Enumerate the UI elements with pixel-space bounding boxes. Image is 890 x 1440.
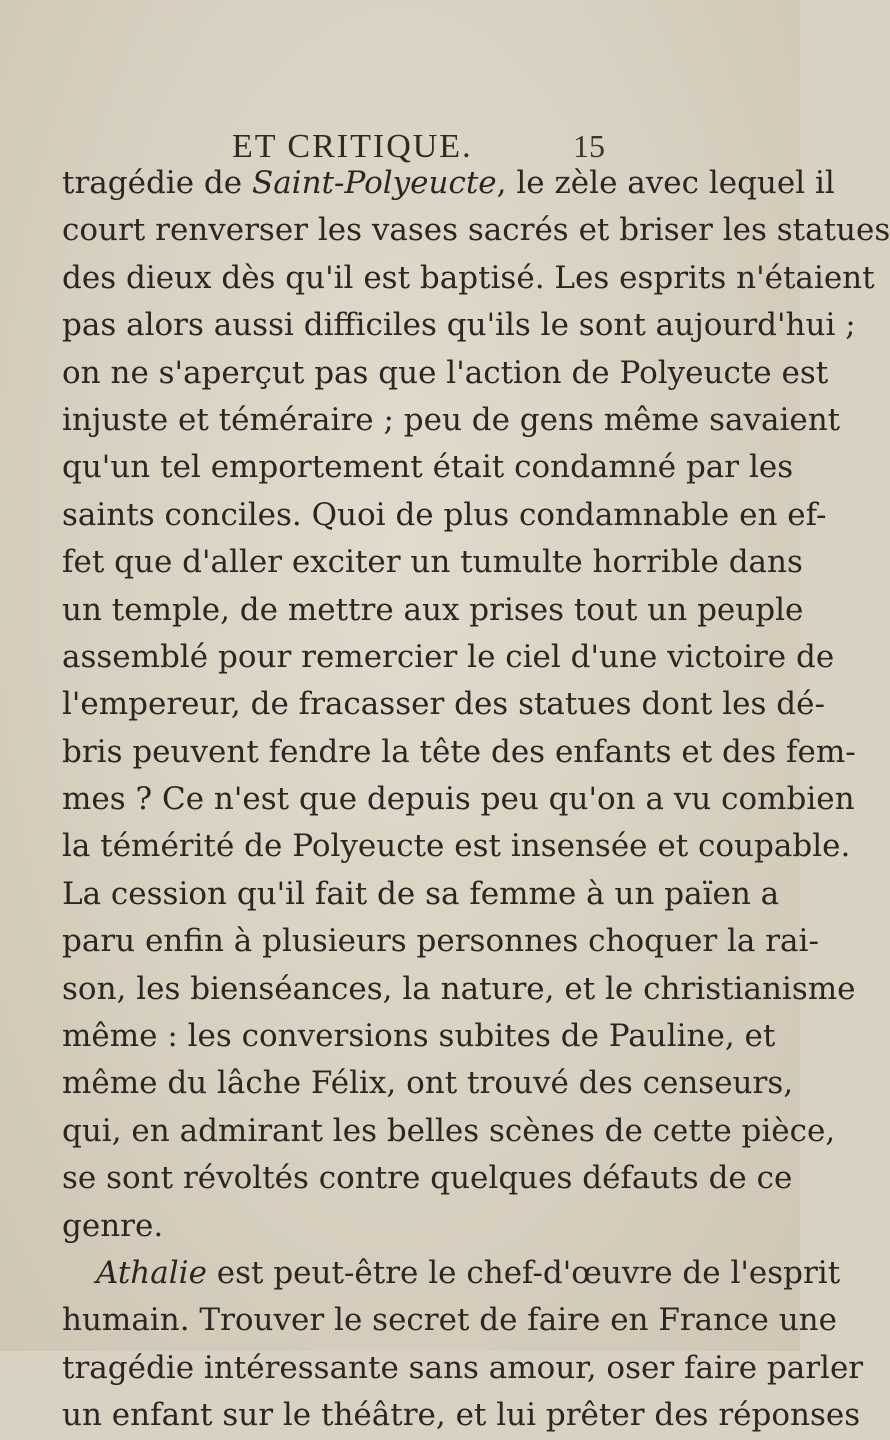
text-line: paru enfin à plusieurs personnes choquer la rai-: [62, 923, 819, 960]
text-line: se sont révoltés contre quelques défauts de ce: [62, 1160, 793, 1197]
paragraph: [62, 1250, 864, 1440]
text-line: on ne s'aperçut pas que l'action de Polyeucte est: [62, 354, 829, 391]
text-line: court renverser les vases sacrés et briser les statues: [62, 212, 890, 249]
page-number: 15: [573, 128, 605, 164]
text-line: tragédie intéressante sans amour, oser faire parler: [62, 1349, 864, 1386]
text-line: son, les bienséances, la nature, et le christianisme: [62, 970, 856, 1007]
text-line: qui, en admirant les belles scènes de cette pièce,: [62, 1112, 836, 1149]
text-line: l'empereur, de fracasser des statues dont les dé-: [62, 686, 825, 723]
text-line: fet que d'aller exciter un tumulte horrible dans: [62, 544, 803, 581]
text-line: tragédie de Saint-Polyeucte, le zèle avec lequel il: [62, 165, 835, 201]
text-line: injuste et téméraire ; peu de gens même savaient: [62, 401, 841, 438]
body-text: [62, 160, 890, 1440]
running-title: ET CRITIQUE.: [232, 128, 473, 165]
text-line: la témérité de Polyeucte est insensée et coupable.: [62, 828, 851, 865]
text-line: genre.: [62, 1207, 164, 1244]
text-line: assemblé pour remercier le ciel d'une victoire de: [62, 638, 835, 675]
text-line: même du lâche Félix, ont trouvé des censeurs,: [62, 1065, 794, 1102]
text-line: Athalie est peut-être le chef-d'œuvre de l'esprit: [96, 1254, 841, 1291]
play-title: Athalie: [96, 1254, 207, 1291]
text-line: pas alors aussi difficiles qu'ils le sont aujourd'hui ;: [62, 307, 856, 344]
paragraph: [62, 160, 890, 1250]
text-line: qu'un tel emportement était condamné par les: [62, 449, 794, 486]
text-line: mes ? Ce n'est que depuis peu qu'on a vu combien: [62, 781, 855, 818]
text-line: La cession qu'il fait de sa femme à un païen a: [62, 875, 780, 912]
text-line: bris peuvent fendre la tête des enfants et des fem-: [62, 733, 856, 770]
text-line: un enfant sur le théâtre, et lui prêter des réponses: [62, 1397, 861, 1434]
text-line: des dieux dès qu'il est baptisé. Les esprits n'étaient: [62, 259, 875, 296]
text-line: un temple, de mettre aux prises tout un peuple: [62, 591, 804, 628]
text-line: même : les conversions subites de Pauline, et: [62, 1018, 776, 1055]
text-line: saints conciles. Quoi de plus condamnable en ef-: [62, 496, 827, 533]
play-title: Saint-Polyeucte: [251, 165, 497, 201]
text-line: humain. Trouver le secret de faire en France une: [62, 1302, 837, 1339]
